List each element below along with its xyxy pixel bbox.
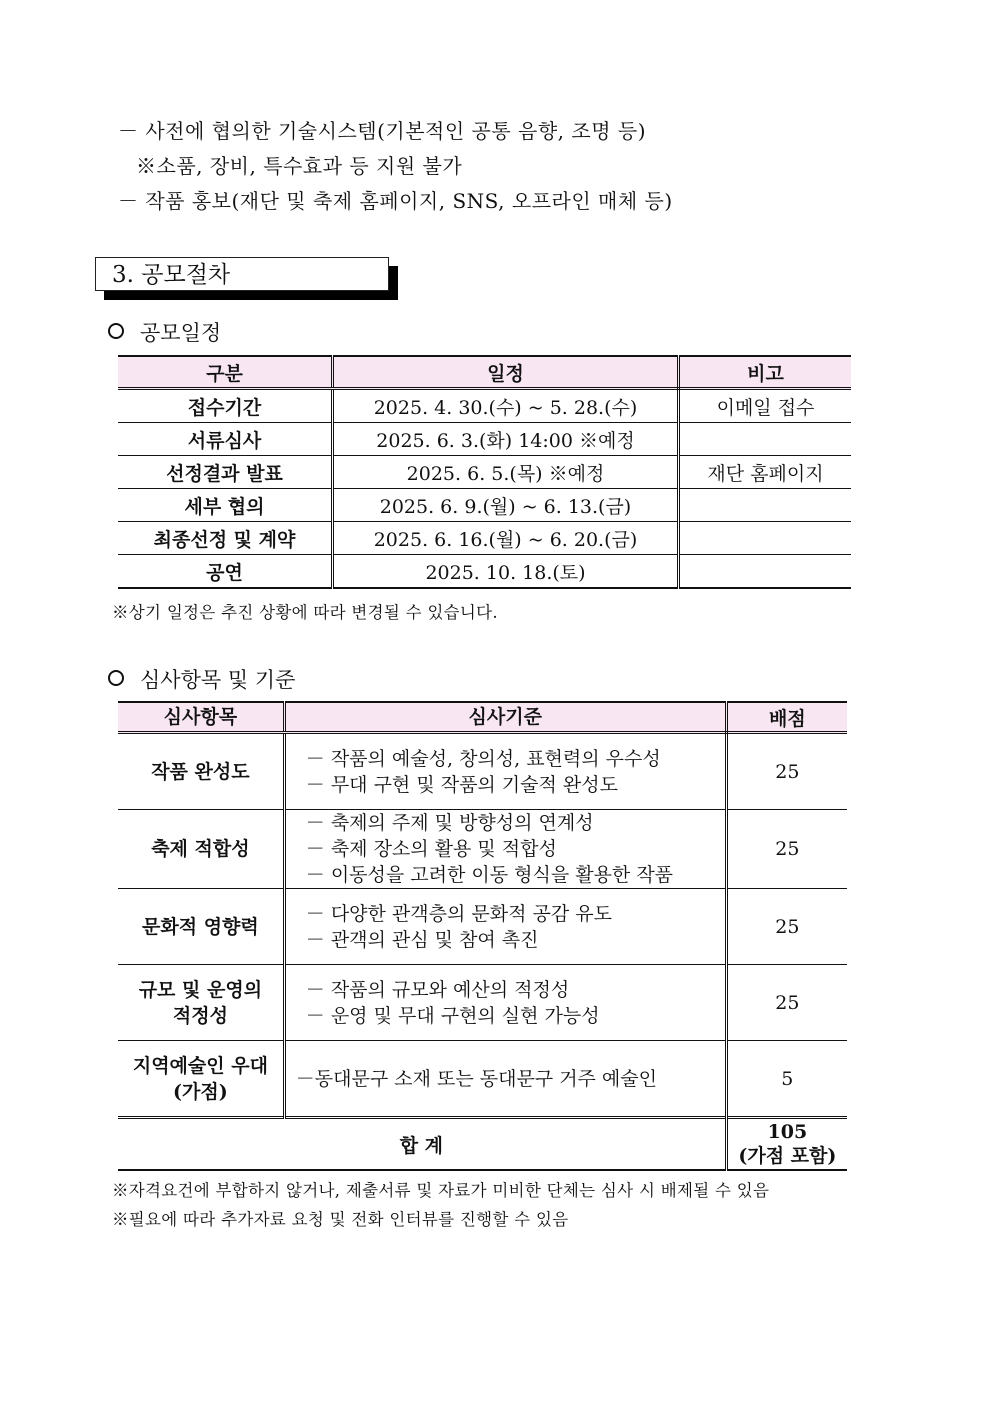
- section-title: 3. 공모절차: [95, 257, 389, 291]
- schedule-heading-text: 공모일정: [140, 321, 222, 345]
- criteria-line: － 축제 장소의 활용 및 적합성: [305, 838, 557, 860]
- schedule-header-label: 구분: [118, 356, 333, 389]
- total-label: 합 계: [118, 1118, 726, 1171]
- schedule-note: [679, 522, 852, 555]
- criteria-item-line: 작품 완성도: [151, 760, 250, 783]
- criteria-header-item: 심사항목: [118, 702, 284, 733]
- table-row: [118, 555, 851, 589]
- schedule-footnote: ※상기 일정은 추진 상황에 따라 변경될 수 있습니다.: [112, 603, 498, 622]
- criteria-text: [284, 889, 726, 965]
- circle-bullet-icon: [108, 323, 124, 339]
- schedule-label: 공연: [118, 555, 333, 589]
- schedule-label: 접수기간: [118, 389, 333, 423]
- table-row: [118, 456, 851, 489]
- schedule-heading: [108, 317, 221, 347]
- table-row: [118, 389, 851, 423]
- schedule-date: 2025. 6. 3.(화) 14:00 ※예정: [333, 423, 679, 456]
- schedule-label: 선정결과 발표: [118, 456, 333, 489]
- criteria-score: 25: [726, 810, 847, 889]
- criteria-table: [118, 701, 847, 1171]
- intro-line-promo: － 작품 홍보(재단 및 축제 홈페이지, SNS, 오프라인 매체 등): [118, 189, 673, 213]
- schedule-note: 재단 홈페이지: [679, 456, 852, 489]
- criteria-item-line: 축제 적합성: [151, 838, 250, 860]
- criteria-heading: [108, 664, 295, 694]
- intro-line-note: ※소품, 장비, 특수효과 등 지원 불가: [136, 154, 463, 178]
- criteria-item: [118, 733, 284, 810]
- criteria-line: － 다양한 관객층의 문화적 공감 유도: [305, 902, 612, 925]
- criteria-text: [284, 810, 726, 889]
- table-row: [118, 423, 851, 456]
- criteria-line: － 축제의 주제 및 방향성의 연계성: [305, 812, 594, 834]
- criteria-footnote-2: ※필요에 따라 추가자료 요청 및 전화 인터뷰를 진행할 수 있음: [112, 1210, 569, 1229]
- criteria-line: － 이동성을 고려한 이동 형식을 활용한 작품: [305, 864, 674, 886]
- criteria-score: 25: [726, 965, 847, 1041]
- schedule-date: 2025. 6. 5.(목) ※예정: [333, 456, 679, 489]
- criteria-score: 25: [726, 889, 847, 965]
- criteria-item: [118, 889, 284, 965]
- criteria-line: － 작품의 규모와 예산의 적정성: [305, 978, 570, 1001]
- circle-bullet-icon: [108, 670, 124, 686]
- table-row: [118, 965, 847, 1041]
- total-score: [726, 1118, 847, 1171]
- schedule-note: [679, 423, 852, 456]
- criteria-score: 5: [726, 1041, 847, 1118]
- table-row: [118, 810, 847, 889]
- total-score-value: 105: [767, 1121, 808, 1143]
- schedule-date: 2025. 10. 18.(토): [333, 555, 679, 589]
- criteria-item-line: 적정성: [172, 1004, 228, 1027]
- criteria-line: － 작품의 예술성, 창의성, 표현력의 우수성: [305, 747, 661, 770]
- criteria-item: [118, 965, 284, 1041]
- schedule-table: [118, 355, 851, 589]
- table-row: [118, 1041, 847, 1118]
- total-score-note: (가점 포함): [738, 1145, 837, 1167]
- schedule-note: [679, 489, 852, 522]
- schedule-header-date: 일정: [333, 356, 679, 389]
- table-row: [118, 733, 847, 810]
- criteria-text: [284, 1041, 726, 1118]
- schedule-date: 2025. 6. 9.(월) ~ 6. 13.(금): [333, 489, 679, 522]
- intro-line-tech: － 사전에 협의한 기술시스템(기본적인 공통 음향, 조명 등): [118, 119, 647, 143]
- criteria-footnote-1: ※자격요건에 부합하지 않거나, 제출서류 및 자료가 미비한 단체는 심사 시 배제될 수 있음: [112, 1181, 770, 1200]
- schedule-note: 이메일 접수: [679, 389, 852, 423]
- criteria-header-row: [118, 702, 847, 733]
- schedule-header-row: [118, 356, 851, 389]
- table-row: [118, 889, 847, 965]
- criteria-header-criteria: 심사기준: [284, 702, 726, 733]
- criteria-line: －동대문구 소재 또는 동대문구 거주 예술인: [295, 1067, 657, 1090]
- criteria-heading-text: 심사항목 및 기준: [140, 668, 296, 692]
- criteria-item-line: (가점): [173, 1080, 228, 1103]
- criteria-score: 25: [726, 733, 847, 810]
- criteria-header-score: 배점: [726, 702, 847, 733]
- table-row: [118, 489, 851, 522]
- criteria-item-line: 규모 및 운영의: [138, 978, 263, 1001]
- schedule-label: 최종선정 및 계약: [118, 522, 333, 555]
- schedule-date: 2025. 6. 16.(월) ~ 6. 20.(금): [333, 522, 679, 555]
- criteria-text: [284, 965, 726, 1041]
- total-row: [118, 1118, 847, 1171]
- criteria-text: [284, 733, 726, 810]
- schedule-note: [679, 555, 852, 589]
- table-row: [118, 522, 851, 555]
- schedule-date: 2025. 4. 30.(수) ~ 5. 28.(수): [333, 389, 679, 423]
- criteria-line: － 운영 및 무대 구현의 실현 가능성: [305, 1004, 600, 1027]
- schedule-header-note: 비고: [679, 356, 852, 389]
- criteria-item: [118, 810, 284, 889]
- schedule-label: 세부 협의: [118, 489, 333, 522]
- criteria-item-line: 지역예술인 우대: [132, 1054, 268, 1077]
- criteria-item: [118, 1041, 284, 1118]
- criteria-line: － 무대 구현 및 작품의 기술적 완성도: [305, 773, 618, 796]
- schedule-label: 서류심사: [118, 423, 333, 456]
- criteria-item-line: 문화적 영향력: [142, 915, 259, 938]
- criteria-line: － 관객의 관심 및 참여 촉진: [305, 928, 539, 951]
